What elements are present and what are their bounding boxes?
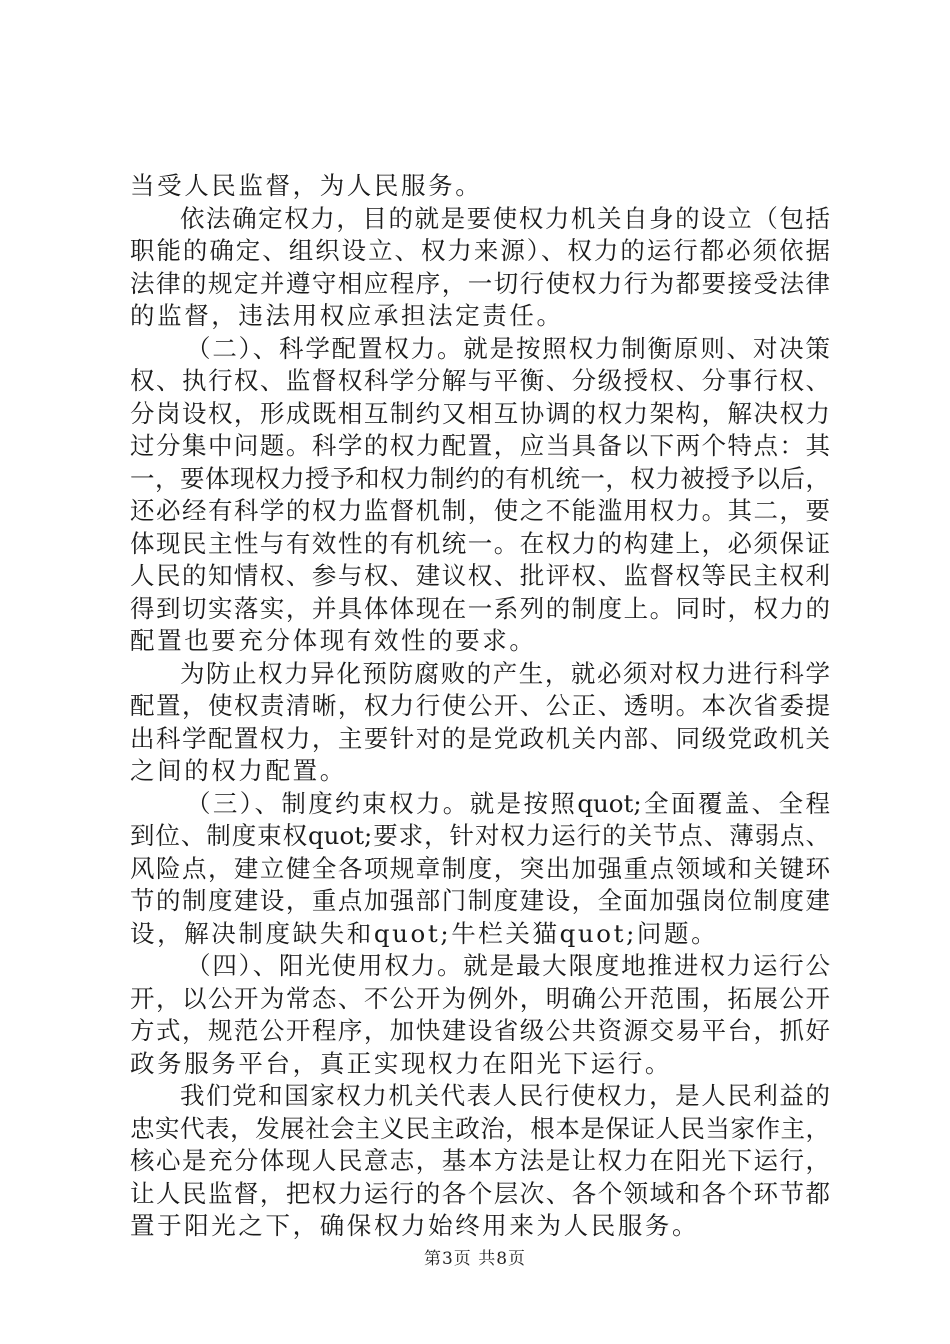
paragraph — [130, 788, 830, 951]
paragraph — [130, 658, 830, 788]
text-line: 配置也要充分体现有效性的要求。 — [130, 626, 537, 655]
paragraph — [130, 1080, 830, 1243]
text-line: 依法确定权力，目的就是要使权力机关自身的设立（包括 — [180, 203, 830, 233]
text-line: 方式，规范公开程序，加快建设省级公共资源交易平台，抓好 — [130, 1016, 830, 1045]
text-line: 出科学配置权力，主要针对的是党政机关内部、同级党政机关 — [130, 723, 830, 753]
text-line: 法律的规定并遵守相应程序，一切行使权力行为都要接受法律 — [130, 268, 830, 298]
text-line: 我们党和国家权力机关代表人民行使权力，是人民利益的 — [180, 1081, 830, 1110]
text-line: 人民的知情权、参与权、建议权、批评权、监督权等民主权利 — [130, 561, 830, 590]
text-line: 还必经有科学的权力监督机制，使之不能滥用权力。其二，要 — [130, 496, 830, 525]
text-line: 分岗设权，形成既相互制约又相互协调的权力架构，解决权力 — [130, 398, 830, 428]
text-line: 核心是充分体现人民意志，基本方法是让权力在阳光下运行， — [130, 1146, 830, 1175]
text-line: 当受人民监督，为人民服务。 — [130, 171, 483, 200]
text-line: 配置，使权责清晰，权力行使公开、公正、透明。本次省委提 — [130, 691, 830, 720]
text-line: 让人民监督，把权力运行的各个层次、各个领域和各个环节都 — [130, 1178, 830, 1208]
text-line: 节的制度建设，重点加强部门制度建设，全面加强岗位制度建 — [130, 886, 830, 915]
text-line: 得到切实落实，并具体体现在一系列的制度上。同时，权力的 — [130, 593, 830, 623]
text-line: 政务服务平台，真正实现权力在阳光下运行。 — [130, 1048, 672, 1078]
paragraph — [130, 203, 830, 333]
text-line: 权、执行权、监督权科学分解与平衡、分级授权、分事行权、 — [130, 366, 830, 395]
text-line: 为防止权力异化预防腐败的产生，就必须对权力进行科学 — [180, 658, 830, 688]
text-line: （三）、制度约束权力。就是按照quot;全面覆盖、全程 — [186, 788, 830, 818]
text-line: 忠实代表，发展社会主义民主政治，根本是保证人民当家作主， — [130, 1113, 830, 1143]
paragraph — [130, 333, 830, 658]
text-line: 体现民主性与有效性的有机统一。在权力的构建上，必须保证 — [130, 528, 830, 558]
text-line: 开，以公开为常态、不公开为例外，明确公开范围，拓展公开 — [130, 983, 830, 1013]
document-body — [130, 170, 830, 1243]
text-line: （四）、阳光使用权力。就是最大限度地推进权力运行公 — [186, 951, 830, 980]
paragraph — [130, 170, 830, 203]
text-line: 置于阳光之下，确保权力始终用来为人民服务。 — [130, 1211, 700, 1240]
text-line: 到位、制度束权quot;要求，针对权力运行的关节点、薄弱点、 — [130, 821, 830, 850]
text-line: 过分集中问题。科学的权力配置，应当具备以下两个特点：其 — [130, 431, 830, 460]
text-line: （二）、科学配置权力。就是按照权力制衡原则、对决策 — [186, 333, 830, 363]
paragraph — [130, 950, 830, 1080]
text-line: 风险点，建立健全各项规章制度，突出加强重点领域和关键环 — [130, 853, 830, 883]
text-line: 之间的权力配置。 — [130, 756, 347, 785]
text-line: 一，要体现权力授予和权力制约的有机统一，权力被授予以后， — [130, 463, 830, 493]
text-line: 职能的确定、组织设立、权力来源）、权力的运行都必须依据 — [130, 236, 830, 265]
text-line: 设，解决制度缺失和quot;牛栏关猫quot;问题。 — [130, 918, 719, 948]
page-number: 第3页 共8页 — [423, 1249, 527, 1269]
text-line: 的监督，违法用权应承担法定责任。 — [130, 301, 564, 330]
